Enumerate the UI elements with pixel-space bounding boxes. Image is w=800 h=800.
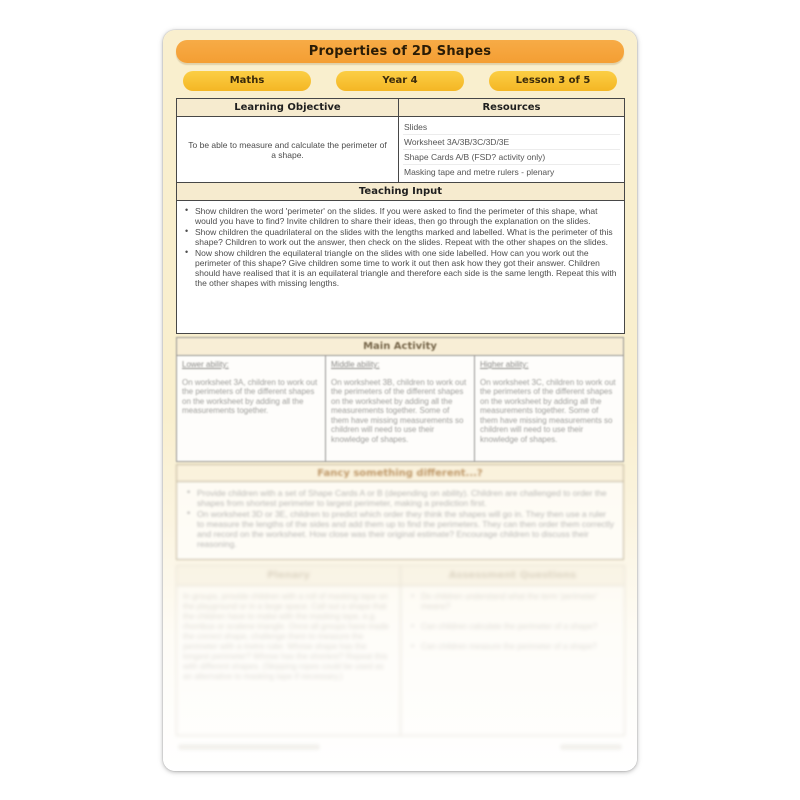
footer-text-right-blurred: [560, 744, 622, 750]
higher-ability-text: On worksheet 3C, children to work out the perimeters of the different shapes on the worksheet by adding all the measurements together. Some of them have missing measurements so children will need to use their knowledge of shapes.: [480, 377, 616, 444]
resource-item: Worksheet 3A/3B/3C/3D/3E: [403, 135, 620, 150]
plenary-assessment-table: [176, 565, 625, 736]
page-title-banner: Properties of 2D Shapes: [176, 40, 624, 63]
meta-pill: Maths: [183, 71, 311, 91]
main-activity-section: [176, 337, 624, 462]
teaching-input-header: Teaching Input: [177, 183, 625, 201]
meta-pills-row: [176, 71, 624, 91]
fsd-bullet: • Provide children with a set of Shape Cards A or B (depending on ability). Children are challenged to order the shapes from shortest perimeter to largest perimeter, making a prediction first.: [197, 488, 615, 508]
assessment-question: • Do children understand what the term 'perimeter' means?: [421, 592, 618, 612]
higher-ability-label: Higher ability:: [480, 360, 529, 369]
lower-ability-text: On worksheet 3A, children to work out the perimeters of the different shapes on the worksheet by adding all the measurements together.: [182, 377, 318, 415]
resource-item: Masking tape and metre rulers - plenary: [404, 167, 555, 177]
higher-ability-cell: [475, 356, 624, 462]
meta-pill: Year 4: [336, 71, 464, 91]
page-top-section: [176, 40, 624, 334]
footer-text-left-blurred: [178, 744, 320, 750]
main-activity-header: Main Activity: [177, 338, 624, 356]
resources-list: [399, 117, 625, 183]
fsd-bullets: [183, 488, 615, 549]
main-activity-table: [176, 337, 624, 462]
fsd-body: [177, 482, 624, 560]
plenary-header: Plenary: [177, 566, 401, 586]
learning-objective-header: Learning Objective: [177, 99, 399, 117]
middle-ability-cell: [326, 356, 475, 462]
plenary-assessment-section: [176, 565, 624, 736]
objective-resources-table: [176, 98, 625, 334]
teaching-input-bullet: • Show children the word 'perimeter' on the slides. If you were asked to find the perimeter of this shape, what would you have to find? Invite children to share their ideas, then go through the explanation on the slides.: [195, 206, 618, 226]
assessment-questions-cell: [401, 586, 625, 736]
meta-pill: Lesson 3 of 5: [489, 71, 617, 91]
fsd-bullet: • On worksheet 3D or 3E, children to predict which order they think the shapes will go in. They then use a ruler to measure the lengths of the sides and add them up to find the perimeters. They can then order them correctly and record on the worksheet. How close was their original estimate? Encourage children to discuss their reasoning.: [197, 509, 615, 549]
middle-ability-label: Middle ability:: [331, 360, 380, 369]
lower-ability-label: Lower ability:: [182, 360, 229, 369]
assessment-question: • Can children measure the perimeter of a shape?: [421, 642, 618, 652]
resources-header: Resources: [399, 99, 625, 117]
assessment-question-bullets: [407, 592, 618, 652]
assessment-question: • Can children calculate the perimeter of a shape?: [421, 622, 618, 632]
fancy-something-different-section: [176, 464, 624, 560]
learning-objective-text: To be able to measure and calculate the perimeter of a shape.: [177, 117, 399, 183]
teaching-input-bullet: • Now show children the equilateral triangle on the slides with one side labelled. How can you work out the perimeter of this shape? Give children some time to work it out then ask how they got their answer. Children should have realised that it is an equilateral triangle and therefore each side is the same length. Repeat this with the other shapes with missing lengths.: [195, 248, 618, 288]
teaching-input-bullets: [181, 206, 618, 288]
resource-item: Slides: [403, 120, 620, 135]
assessment-questions-header: Assessment Questions: [401, 566, 625, 586]
fsd-table: [176, 464, 624, 560]
teaching-input-body: [177, 201, 625, 334]
ability-columns-row: [177, 356, 624, 462]
lesson-plan-page: [163, 30, 637, 771]
fsd-header: Fancy something different...?: [177, 465, 624, 482]
lower-ability-cell: [177, 356, 326, 462]
plenary-text: In groups, provide children with a roll of masking tape on the playground or in a large space. Call out a shape that the children have to make with the masking tape, e.g. rhombus or scalene triangle. Once all groups have made the correct shape, challenge them to measure the perimeter with a metre ruler. Whose shape has the longest perimeter? Whose has the shortest? Repeat this with different shapes. (Skipping ropes could be used as an alternative to masking tape if necessary.): [177, 586, 401, 736]
resource-item: Shape Cards A/B (FSD? activity only): [403, 150, 620, 165]
teaching-input-bullet: • Show children the quadrilateral on the slides with the lengths marked and labelled. What is the perimeter of this shape? Children to work out the answer, then check on the slides. Repeat with the other shapes on the slides.: [195, 227, 618, 247]
page-footer: [176, 743, 624, 751]
middle-ability-text: On worksheet 3B, children to work out the perimeters of the different shapes on the worksheet by adding all the measurements together. Some of them have missing measurements so children will need to use their knowledge of shapes.: [331, 377, 467, 444]
